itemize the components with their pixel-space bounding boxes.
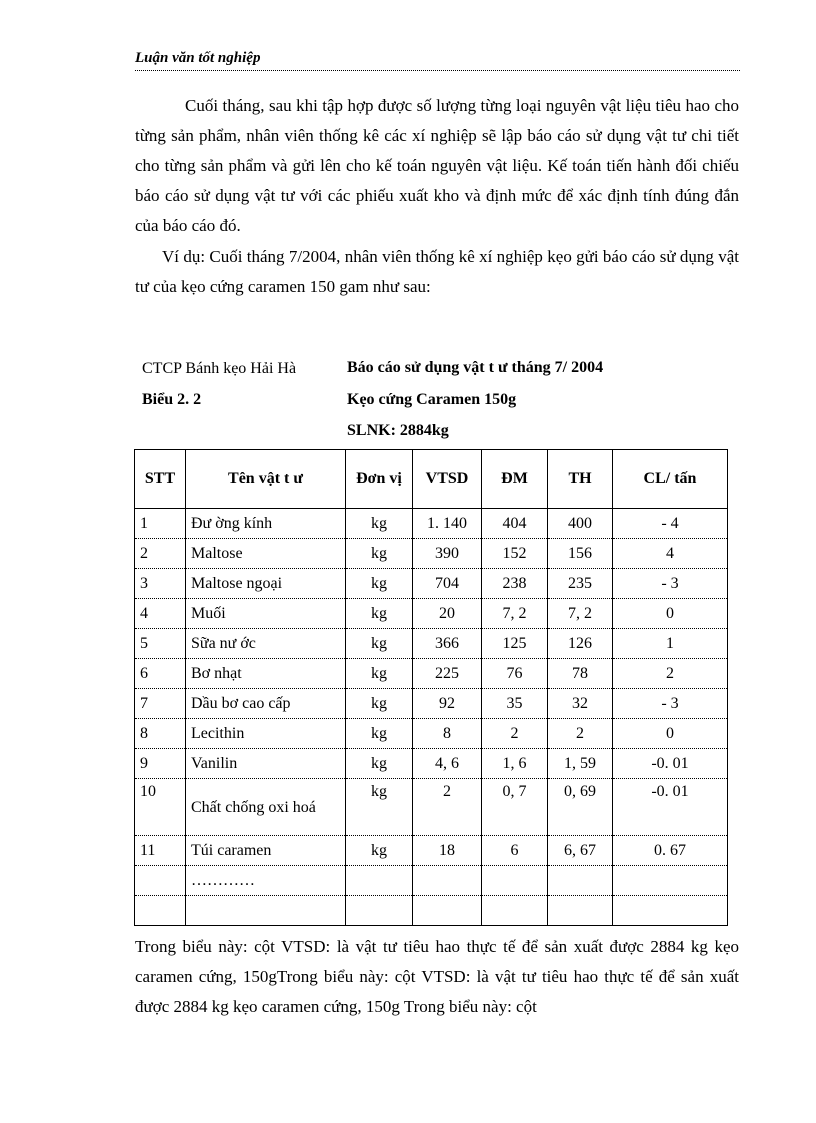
header-title: Luận văn tốt nghiệp (135, 50, 261, 66)
table-row (135, 599, 728, 629)
column-header: Tên vật t ư (186, 450, 346, 509)
table-row (135, 569, 728, 599)
table-cell: Đư ờng kính (186, 509, 346, 539)
table-cell: 1 (135, 509, 186, 539)
table-cell: 2 (548, 719, 613, 749)
column-header: STT (135, 450, 186, 509)
table-cell: - 4 (613, 509, 728, 539)
table-cell: 0 (613, 719, 728, 749)
table-cell: 10 (135, 779, 186, 836)
material-usage-table (134, 449, 728, 926)
table-cell: 7, 2 (482, 599, 548, 629)
table-cell (346, 896, 413, 926)
table-cell: 2 (413, 779, 482, 836)
table-cell: 125 (482, 629, 548, 659)
table-cell: 18 (413, 836, 482, 866)
column-header: ĐM (482, 450, 548, 509)
table-cell: kg (346, 509, 413, 539)
table-cell: - 3 (613, 569, 728, 599)
table-row (135, 659, 728, 689)
table-cell: 156 (548, 539, 613, 569)
table-cell: 6 (135, 659, 186, 689)
table-cell: 11 (135, 836, 186, 866)
page-header (135, 48, 740, 71)
table-cell: 0, 7 (482, 779, 548, 836)
table-cell: 235 (548, 569, 613, 599)
table-cell: kg (346, 749, 413, 779)
table-cell: 3 (135, 569, 186, 599)
table-cell (186, 896, 346, 926)
table-cell: kg (346, 779, 413, 836)
form-number: Biểu 2. 2 (142, 391, 202, 408)
table-cell: 2 (135, 539, 186, 569)
table-cell: 1, 59 (548, 749, 613, 779)
table-cell: kg (346, 569, 413, 599)
table-cell: 126 (548, 629, 613, 659)
table-cell: -0. 01 (613, 779, 728, 836)
table-cell: 366 (413, 629, 482, 659)
column-header: TH (548, 450, 613, 509)
table-cell (346, 866, 413, 896)
table-cell: -0. 01 (613, 749, 728, 779)
table-cell: 35 (482, 689, 548, 719)
table-cell: 8 (413, 719, 482, 749)
table-cell (613, 896, 728, 926)
table-cell (548, 866, 613, 896)
table-cell (135, 896, 186, 926)
table-cell (548, 896, 613, 926)
table-cell: 390 (413, 539, 482, 569)
table-cell: 92 (413, 689, 482, 719)
table-row (135, 629, 728, 659)
table-cell: 152 (482, 539, 548, 569)
table-cell: Bơ nhạt (186, 659, 346, 689)
table-body (135, 509, 728, 926)
table-cell: 4 (613, 539, 728, 569)
table-cell: kg (346, 689, 413, 719)
paragraph-2: Ví dụ: Cuối tháng 7/2004, nhân viên thống kê xí nghiệp kẹo gửi báo cáo sử dụng vật tư của kẹo cứng caramen 150 gam như sau: (135, 247, 739, 296)
table-cell: 4, 6 (413, 749, 482, 779)
table-row (135, 719, 728, 749)
table-cell: Vanilin (186, 749, 346, 779)
table-cell: ………… (186, 866, 346, 896)
company-name: CTCP Bánh kẹo Hải Hà (142, 360, 297, 377)
table-cell: 704 (413, 569, 482, 599)
product-name: Kẹo cứng Caramen 150g (347, 391, 517, 408)
table-cell: 1, 6 (482, 749, 548, 779)
table-cell: 20 (413, 599, 482, 629)
table-cell: 2 (613, 659, 728, 689)
table-row (135, 779, 728, 836)
table-cell: Maltose ngoại (186, 569, 346, 599)
table-cell (482, 866, 548, 896)
table-cell: 5 (135, 629, 186, 659)
table-cell: 238 (482, 569, 548, 599)
table-cell: Túi caramen (186, 836, 346, 866)
table-row (135, 896, 728, 926)
table-cell: 8 (135, 719, 186, 749)
table-row (135, 509, 728, 539)
table-cell: 2 (482, 719, 548, 749)
table-cell: Dầu bơ cao cấp (186, 689, 346, 719)
table-cell: 6 (482, 836, 548, 866)
paragraph-1: Cuối tháng, sau khi tập hợp được số lượng từng loại nguyên vật liệu tiêu hao cho từng sản phẩm, nhân viên thống kê các xí nghiệp sẽ lập báo cáo sử dụng vật tư chi tiết cho từng sản phẩm và gửi lên cho kế toán nguyên vật liệu. Kế toán tiến hành đối chiếu báo cáo sử dụng vật tư với các phiếu xuất kho và định mức để xác định tính đúng đắn của báo cáo đó. (135, 96, 739, 235)
table-cell: kg (346, 629, 413, 659)
table-cell: kg (346, 719, 413, 749)
column-header: CL/ tấn (613, 450, 728, 509)
table-cell: kg (346, 659, 413, 689)
table-cell (413, 896, 482, 926)
report-title: Báo cáo sử dụng vật t ư tháng 7/ 2004 (347, 359, 604, 376)
table-row (135, 866, 728, 896)
column-header: VTSD (413, 450, 482, 509)
table-row (135, 689, 728, 719)
table-cell: 32 (548, 689, 613, 719)
table-row (135, 749, 728, 779)
table-cell: kg (346, 539, 413, 569)
table-cell: 7, 2 (548, 599, 613, 629)
table-cell (482, 896, 548, 926)
table-cell (413, 866, 482, 896)
table-cell: 404 (482, 509, 548, 539)
table-cell: kg (346, 599, 413, 629)
table-cell: Lecithin (186, 719, 346, 749)
table-cell: Chất chống oxi hoá (186, 779, 346, 836)
table-cell: 0 (613, 599, 728, 629)
table-cell: 78 (548, 659, 613, 689)
column-header: Đơn vị (346, 450, 413, 509)
table-cell: 225 (413, 659, 482, 689)
table-cell: - 3 (613, 689, 728, 719)
table-cell: 0, 69 (548, 779, 613, 836)
footer-paragraph: Trong biểu này: cột VTSD: là vật tư tiêu hao thực tế để sản xuất được 2884 kg kẹo caramen cứng, 150gTrong biểu này: cột VTSD: là vật tư tiêu hao thực tế để sản xuất được 2884 kg kẹo caramen cứng, 150g Trong biểu này: cột (135, 937, 739, 1016)
table-cell: Sữa nư ớc (186, 629, 346, 659)
table-cell: 7 (135, 689, 186, 719)
table-row (135, 836, 728, 866)
table-cell: 1. 140 (413, 509, 482, 539)
table-header-row (135, 450, 728, 509)
table-cell: kg (346, 836, 413, 866)
table-cell: 400 (548, 509, 613, 539)
table-row (135, 539, 728, 569)
quantity: SLNK: 2884kg (347, 422, 449, 439)
table-cell: 4 (135, 599, 186, 629)
table-cell (613, 866, 728, 896)
table-cell (135, 866, 186, 896)
table-cell: 9 (135, 749, 186, 779)
table-cell: Maltose (186, 539, 346, 569)
table-cell: 0. 67 (613, 836, 728, 866)
table-cell: 1 (613, 629, 728, 659)
table-cell: 76 (482, 659, 548, 689)
table-cell: Muối (186, 599, 346, 629)
table-cell: 6, 67 (548, 836, 613, 866)
